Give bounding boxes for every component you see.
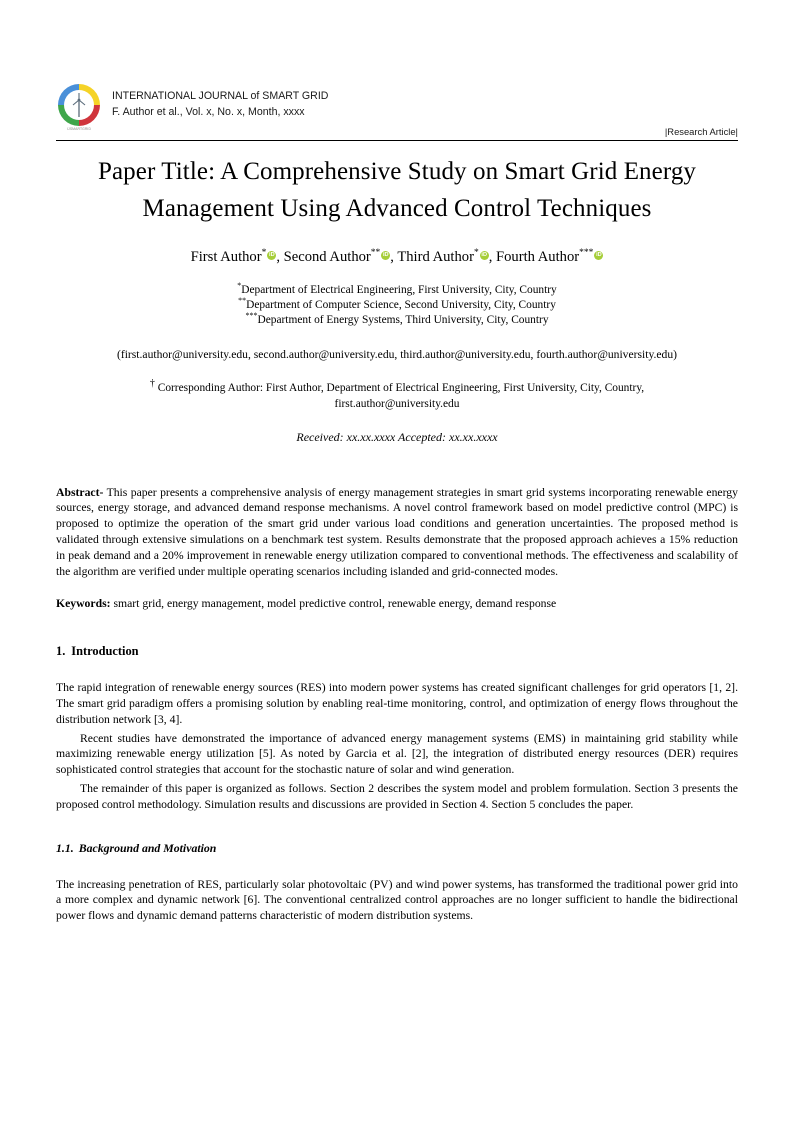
journal-info	[112, 84, 328, 120]
author-list: First Author* iD , Second Author** iD , Third Author* iD , Fourth Author***iD	[56, 247, 738, 267]
journal-issue: F. Author et al., Vol. x, No. x, Month, xxxx	[112, 105, 305, 118]
intro-paragraph-2: Recent studies have demonstrated the importance of advanced energy management systems (EMS) in maintaining grid stability while maximizing renewable energy utilization [5]. As noted by Garcia et al. [2], the integration of distributed energy resources (DER) requires sophisticated control strategies that account for the stochastic nature of solar and wind generation.	[56, 731, 738, 777]
author-affiliation-marker: **	[370, 248, 381, 259]
author-name: Third Author	[397, 249, 474, 265]
author-affiliation-marker: *	[473, 248, 479, 259]
received-accepted-dates: Received: xx.xx.xxxx Accepted: xx.xx.xxxx	[296, 429, 498, 444]
intro-paragraph-1: The rapid integration of renewable energy sources (RES) into modern power systems has created significant challenges for grid operators [1, 2]. The smart grid paradigm offers a promising solution by enabling real-time monitoring, control, and optimization of energy flows throughout the distribution network [3, 4].	[56, 681, 738, 726]
author-affiliation-marker: *	[261, 248, 267, 259]
orcid-icon[interactable]	[381, 251, 390, 260]
orcid-icon[interactable]	[267, 251, 276, 260]
subsection-number: 1.1.	[56, 840, 74, 855]
keywords-text: smart grid, energy management, model predictive control, renewable energy, demand response	[113, 597, 557, 611]
orcid-icon[interactable]	[480, 251, 489, 260]
subsection-title: Background and Motivation	[78, 840, 217, 855]
affiliation-marker: *	[237, 281, 242, 291]
wind-turbine-icon	[64, 90, 94, 120]
intro-paragraph-3: The remainder of this paper is organized as follows. Section 2 describes the system model and problem formulation. Section 3 presents the proposed control methodology. Simulation results and discussions are provided in Section 4. Section 5 concludes the paper.	[56, 781, 738, 811]
logo-caption: IJSMARTGRID	[66, 127, 92, 131]
journal-logo-icon	[58, 84, 100, 126]
author-name: Fourth Author	[496, 249, 580, 265]
corresponding-line-1: Corresponding Author: First Author, Department of Electrical Engineering, First University, City, Country,	[157, 381, 645, 394]
affiliation-item	[56, 298, 738, 313]
orcid-icon[interactable]	[594, 251, 603, 260]
section-number: 1.	[56, 644, 66, 659]
author-emails: (first.author@university.edu, second.author@university.edu, third.author@university.edu, fourth.author@university.edu)	[116, 347, 677, 361]
subsection-heading-background	[56, 841, 738, 856]
keywords-label: Keywords:	[56, 597, 111, 611]
corresponding-author	[56, 377, 738, 412]
author-name: First Author	[190, 249, 262, 265]
section-title: Introduction	[71, 644, 139, 659]
abstract-block	[56, 485, 738, 580]
abstract-text: This paper presents a comprehensive analysis of energy management strategies in smart grid systems incorporating renewable energy sources, energy storage, and advanced demand response mechanisms. A novel control framework based on model predictive control (MPC) is proposed to optimize the operation of the smart grid under various load conditions and generation uncertainties. The proposed method is validated through extensive simulations on a benchmark test system. Results demonstrate that the proposed approach achieves a 15% reduction in peak demand and a 20% improvement in renewable energy utilization compared to conventional methods. The effectiveness and scalability of the algorithm are verified under multiple operating scenarios including islanded and grid-connected modes.	[56, 485, 738, 578]
affiliation-marker: ***	[245, 311, 258, 321]
running-head	[56, 84, 738, 132]
section-heading-introduction	[56, 644, 738, 659]
author-name: Second Author	[283, 249, 371, 265]
page-content	[56, 84, 738, 924]
affiliation-text: Department of Electrical Engineering, First University, City, Country	[241, 284, 557, 296]
header-divider	[56, 140, 738, 141]
abstract-label: Abstract-	[56, 485, 104, 499]
affiliation-list	[56, 283, 738, 329]
article-type-badge: |Research Article|	[664, 126, 738, 137]
affiliation-item	[56, 313, 738, 328]
background-paragraph-1: The increasing penetration of RES, particularly solar photovoltaic (PV) and wind power systems, has transformed the traditional power grid into a more complex and dynamic network [6]. The conventional centralized control approaches are no longer sufficient to handle the bidirectional power flows and dynamic demand patterns characteristic of modern distribution systems.	[56, 877, 738, 923]
corresponding-marker: †	[149, 377, 155, 389]
author-affiliation-marker: ***	[579, 248, 594, 259]
affiliation-text: Department of Energy Systems, Third University, City, Country	[257, 314, 549, 327]
journal-name: INTERNATIONAL JOURNAL of SMART GRID	[112, 90, 329, 102]
corresponding-email: first.author@university.edu	[334, 397, 460, 410]
journal-logo-block	[56, 84, 102, 132]
affiliation-item	[56, 283, 738, 298]
affiliation-marker: **	[238, 296, 247, 306]
page-title: Paper Title: A Comprehensive Study on Smart Grid Energy Management Using Advanced Control Techniques	[97, 158, 697, 222]
article-type-row	[56, 126, 738, 139]
keywords-block	[56, 596, 738, 612]
affiliation-text: Department of Computer Science, Second University, City, Country	[246, 299, 556, 312]
